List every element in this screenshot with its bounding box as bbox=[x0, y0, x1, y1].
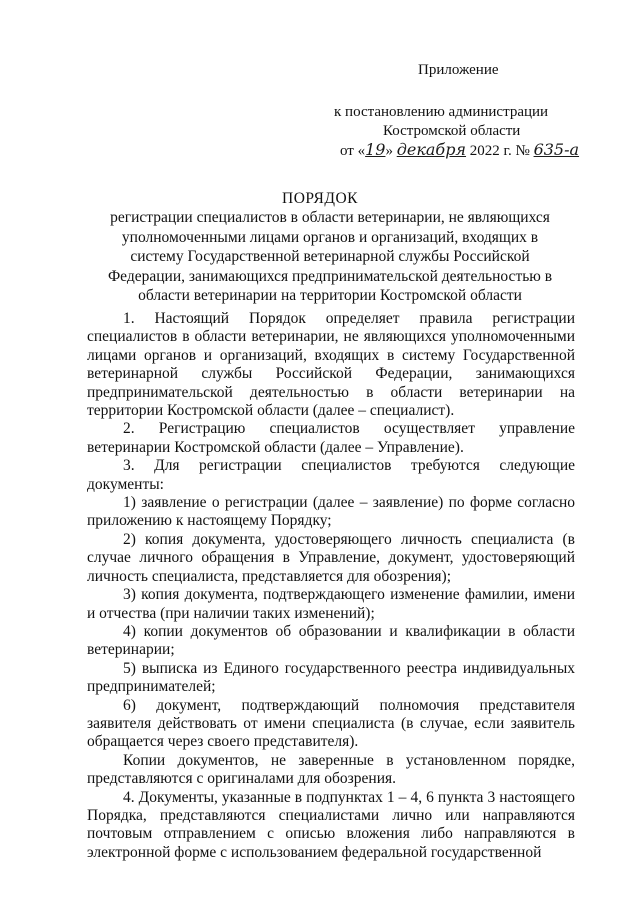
paragraph: 2) копия документа, удостоверяющего личность специалиста (в случае личного обращения в Управление, документ, удостоверяющий личность специалиста, представляется для обозрения); bbox=[87, 530, 575, 585]
appendix-date-line bbox=[340, 140, 579, 160]
paragraph: 1. Настоящий Порядок определяет правила регистрации специалистов в области ветеринарии, не являющихся уполномоченными лицами органов и организаций, входящих в систему Государственной ветеринарной службы Российской Федерации, занимающихся предпринимательской деятельностью в области ветеринарии на территории Костромской области (далее – специалист). bbox=[87, 310, 575, 420]
paragraph: 1) заявление о регистрации (далее – заявление) по форме согласно приложению к настоящему Порядку; bbox=[87, 494, 575, 530]
date-day-handwritten: 19 bbox=[365, 140, 386, 159]
appendix-resolution-line: к постановлению администрации bbox=[334, 104, 549, 120]
document-body bbox=[87, 310, 575, 862]
paragraph: 6) документ, подтверждающий полномочия представителя заявителя действовать от имени специалиста (в случае, если заявитель обращается через своего представителя). bbox=[87, 696, 575, 751]
document-subtitle: регистрации специалистов в области ветеринарии, не являющихся уполномоченными лицами органов и организаций, входящих в систему Государственной ветеринарной службы Российской Федерации, занимающихся предпринимательской деятельностью в области ветеринарии на территории Костромской области bbox=[107, 209, 553, 305]
paragraph: 4) копии документов об образовании и квалификации в области ветеринарии; bbox=[87, 622, 575, 659]
paragraph: 3) копия документа, подтверждающего изменение фамилии, имени и отчества (при наличии таких изменений); bbox=[87, 586, 575, 622]
date-close: » bbox=[385, 143, 393, 159]
document-title: ПОРЯДОК bbox=[282, 190, 358, 207]
paragraph: 5) выписка из Единого государственного реестра индивидуальных предпринимателей; bbox=[87, 659, 575, 696]
appendix-region-line: Костромской области bbox=[383, 123, 521, 139]
paragraph: 3. Для регистрации специалистов требуются следующие документы: bbox=[87, 457, 575, 493]
paragraph: Копии документов, не заверенные в установленном порядке, представляются с оригиналами для обозрения. bbox=[87, 751, 575, 788]
appendix-label: Приложение bbox=[418, 62, 499, 78]
date-month-handwritten: декабря bbox=[396, 140, 467, 159]
date-year: 2022 г. № bbox=[469, 143, 530, 159]
paragraph: 2. Регистрацию специалистов осуществляет управление ветеринарии Костромской области (далее – Управление). bbox=[87, 420, 575, 456]
date-prefix: от « bbox=[340, 143, 366, 159]
paragraph: 4. Документы, указанные в подпунктах 1 – 4, 6 пункта 3 настоящего Порядка, представляются специалистами лично или направляются почтовым отправлением с описью вложения либо направляются в электронной форме с использованием федеральной государственной bbox=[87, 788, 575, 861]
doc-number-handwritten: 635-а bbox=[533, 140, 580, 159]
